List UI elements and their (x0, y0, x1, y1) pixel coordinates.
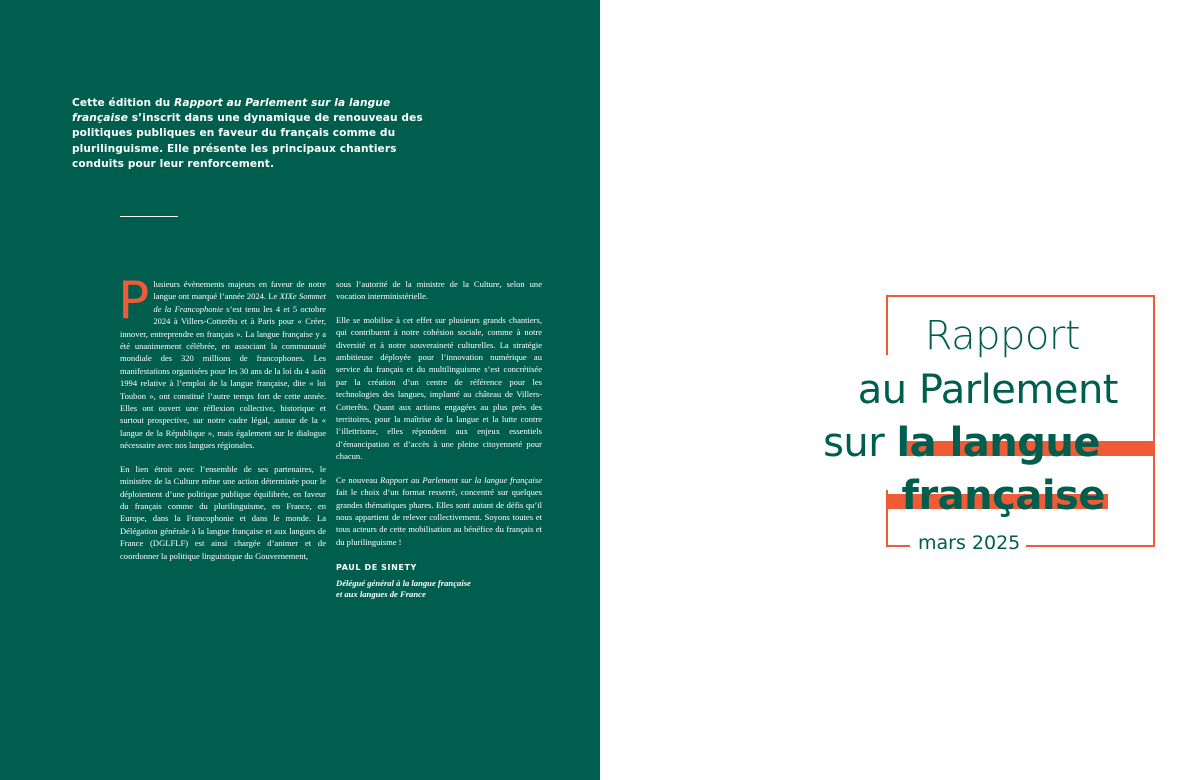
signature-title-line-1: Délégué général à la langue française (336, 577, 471, 588)
frame-bottom-line (1025, 545, 1155, 547)
cover-title-la-langue: la langue (896, 420, 1100, 466)
cover-title-line-1: Rapport (924, 313, 1080, 359)
divider-rule (120, 216, 178, 217)
frame-top-line (886, 295, 1155, 297)
cover-title-line-4: française (901, 473, 1105, 519)
signature-name: PAUL DE SINETY (336, 563, 417, 573)
frame-left-line-upper (886, 295, 888, 355)
intro-paragraph (72, 96, 432, 172)
body-paragraph-3: sous l’autorité de la ministre de la Culture, selon une vocation interministérielle. (336, 279, 542, 302)
body-column-right (336, 278, 542, 601)
body-p5-end: fait le choix d’un format resserré, concentré sur quelques grandes thématiques phares. Elles sont autant de défis qu’il nous appartient de relever collectivement. Soyons toutes et tous acteurs de cette mobilisation au bénéfice du français et du plurilinguisme ! (336, 487, 542, 547)
body-paragraph-5 (336, 474, 542, 548)
body-paragraph-4: Elle se mobilise à cet effet sur plusieurs grands chantiers, qui contribuent à notre cohésion sociale, comme à notre diversité et à notre souveraineté culturelles. La stratégie ambitieuse déployée pour l’innovation numérique au service du français et du multilinguisme s’est concrétisée par la création d’un centre de référence pour les technologies des langues, implanté au château de Villers-Cotterêts. Quant aux actions engagées au plus près des territoires, pour la maîtrise de la langue et la lutte contre l’illettrisme, elles répondent aux enjeux essentiels d’émancipation et d’accès à une pleine citoyenneté pour chacun. (336, 314, 542, 462)
cover-title-line-2: au Parlement (857, 367, 1118, 413)
body-p1-italic: XIXe Sommet de la Francophonie (153, 291, 327, 314)
body-p1-start: lusieurs évènements majeurs en faveur de notre langue ont marqué l’année 2024. Le (153, 279, 326, 302)
frame-right-line (1153, 295, 1155, 547)
cover-date: mars 2025 (912, 532, 1026, 554)
drop-cap: P (118, 271, 150, 331)
right-page-cover (600, 0, 1200, 780)
signature-title-line-2: et aux langues de France (336, 589, 426, 600)
intro-text-end: s’inscrit dans une dynamique de renouveau des politiques publiques en faveur du français comme du plurilinguisme. Elle présente les principaux chantiers conduits pour leur renforcement. (72, 112, 423, 170)
body-p5-italic: Rapport au Parlement sur la langue française (380, 474, 542, 485)
cover-title-line-3 (823, 420, 1100, 466)
body-paragraph-2: En lien étroit avec l’ensemble de ses partenaires, le ministère de la Culture mène une action déterminée pour le déploiement d’une politique publique équilibrée, en faveur du français comme du plurilinguisme, en France, en Europe, dans la Francophonie et dans le monde. La Délégation générale à la langue française et aux langues de France (DGLFLF) est ainsi chargée d’animer et de coordonner la politique linguistique du Gouvernement, (120, 463, 326, 561)
body-p5-start: Ce nouveau (336, 474, 381, 485)
body-column-left (118, 271, 327, 573)
frame-bottom-left-line (886, 545, 910, 547)
signature-title (336, 578, 506, 601)
body-paragraph-1 (118, 271, 327, 452)
intro-report-title: Rapport au Parlement sur la langue française (72, 97, 391, 125)
cover-title-sur: sur (823, 420, 897, 466)
body-p1-end: s’est tenu les 4 et 5 octobre 2024 à Villers-Cotterêts et à Paris pour « Créer, innover, entreprendre en français ». La langue française y a été unanimement célébrée, en associant la communauté mondiale des 320 millions de francophones. Les manifestations organisées pour les 30 ans de la loi du 4 août 1994 relative à l’emploi de la langue française, dite « loi Toubon », ont constitué l’autre temps fort de cette année. Elles ont ouvert une réflexion collective, historique et surtout prospective, sur notre cadre légal, autour de la « langue de la République », mais également sur le dialogue nécessaire avec nos langues régionales. (120, 303, 326, 451)
intro-text-start: Cette édition du (72, 97, 175, 109)
